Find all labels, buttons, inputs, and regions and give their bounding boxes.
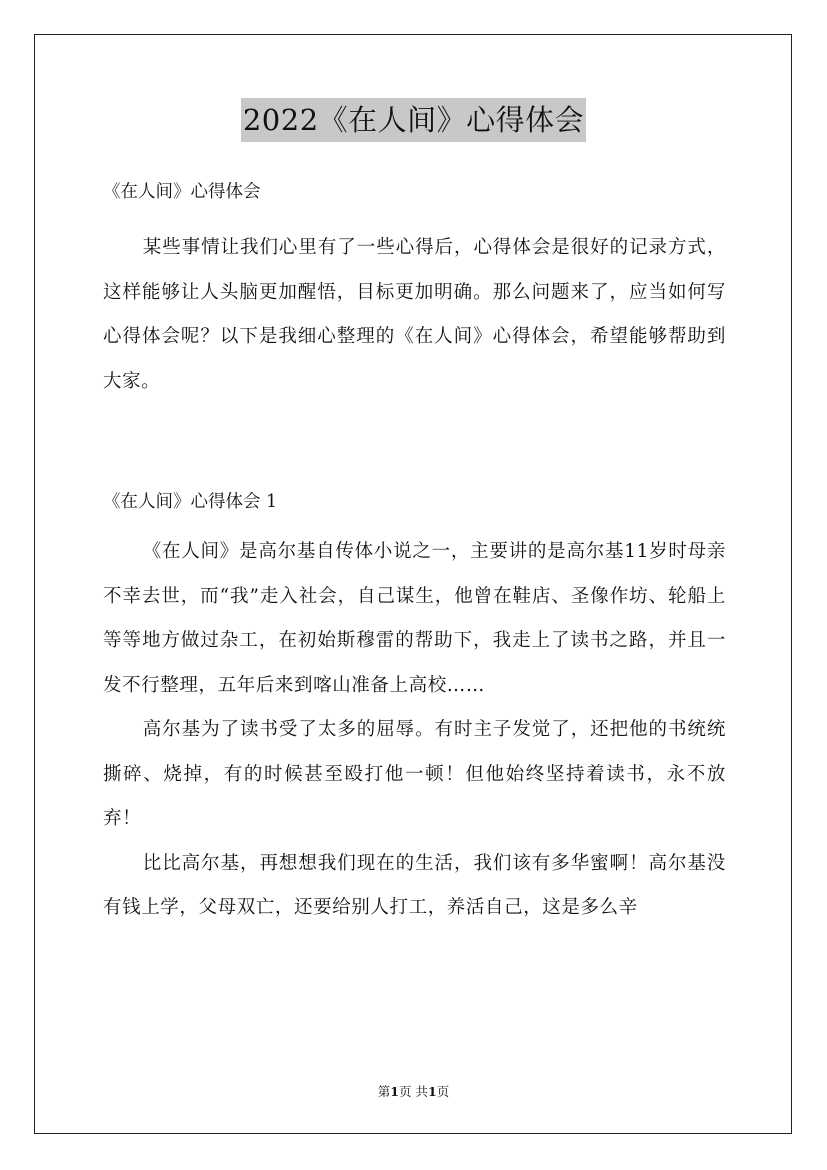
document-title: 2022《在人间》心得体会 [241, 98, 586, 142]
section-heading: 《在人间》心得体会 1 [103, 492, 278, 512]
title-wrapper [0, 98, 827, 142]
intro-paragraph: 某些事情让我们心里有了一些心得后，心得体会是很好的记录方式，这样能够让人头脑更加醒悟，目标更加明确。那么问题来了，应当如何写心得体会呢？以下是我细心整理的《在人间》心得体会，希望能够帮助到大家。 [103, 237, 726, 392]
page-footer [0, 1084, 827, 1100]
body-paragraph-3: 比比高尔基，再想想我们现在的生活，我们该有多华蜜啊！高尔基没有钱上学，父母双亡，还要给别人打工，养活自己，这是多么辛 [103, 852, 726, 918]
document-body [103, 170, 726, 931]
page-current: 1 [390, 1084, 399, 1099]
page-label-prefix: 第 [377, 1084, 391, 1099]
page-label-mid: 页 共 [399, 1084, 428, 1099]
page-total: 1 [427, 1084, 437, 1099]
body-paragraph-1: 《在人间》是高尔基自传体小说之一，主要讲的是高尔基11岁时母亲不幸去世，而“我”走入社会，自己谋生，他曾在鞋店、圣像作坊、轮船上等等地方做过杂工，在初始斯穆雷的帮助下，我走上了读书之路，并且一发不行整理，五年后来到喀山准备上高校…… [103, 541, 726, 696]
body-paragraph-2: 高尔基为了读书受了太多的屈辱。有时主子发觉了，还把他的书统统撕碎、烧掉，有的时候甚至殴打他一顿！但他始终坚持着读书，永不放弃！ [103, 719, 726, 829]
page-label-suffix: 页 [436, 1084, 450, 1099]
document-subtitle: 《在人间》心得体会 [103, 182, 261, 202]
